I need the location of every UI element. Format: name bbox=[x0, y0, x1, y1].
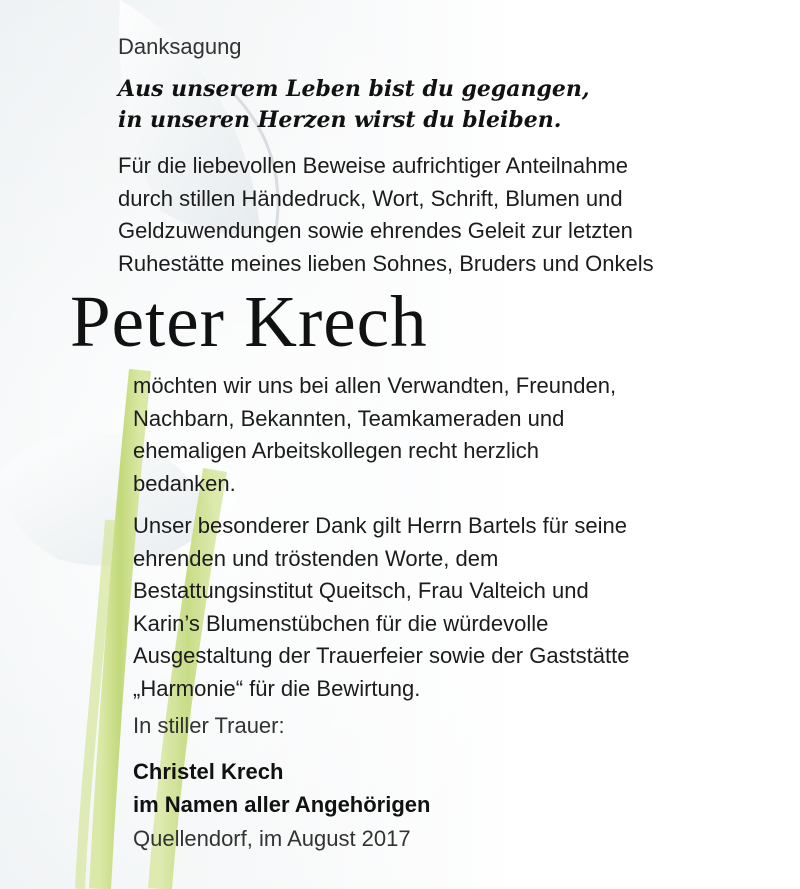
deceased-name: Peter Krech bbox=[70, 281, 428, 362]
paragraph-line: Unser besonderer Dank gilt Herrn Bartels für seine bbox=[133, 513, 628, 538]
place-date: Quellendorf, im August 2017 bbox=[133, 826, 411, 851]
paragraph-line: Nachbarn, Bekannten, Teamkameraden und bbox=[133, 405, 565, 431]
paragraph-line: durch stillen Händedruck, Wort, Schrift, Blumen und bbox=[118, 185, 623, 211]
paragraph-line: Für die liebevollen Beweise aufrichtiger Anteilnahme bbox=[118, 153, 628, 178]
heading-danksagung: Danksagung bbox=[118, 34, 242, 59]
paragraph-line: bedanken. bbox=[133, 470, 236, 496]
paragraph-line: Ruhestätte meines lieben Sohnes, Bruders und Onkels bbox=[118, 250, 654, 276]
signature bbox=[133, 755, 430, 821]
paragraph-line: möchten wir uns bei allen Verwandten, Freunden, bbox=[133, 373, 617, 398]
paragraph-line: Karin’s Blumenstübchen für die würdevolle bbox=[133, 610, 549, 636]
paragraph-line: Bestattungsinstitut Queitsch, Frau Valteich und bbox=[133, 578, 589, 603]
paragraph-line: ehrenden und tröstenden Worte, dem bbox=[133, 545, 499, 571]
motto-verse bbox=[118, 74, 590, 136]
signature-name: Christel Krech bbox=[133, 759, 284, 784]
thanks-paragraph bbox=[133, 370, 616, 500]
intro-paragraph bbox=[118, 150, 654, 280]
mourning-label: In stiller Trauer: bbox=[133, 713, 285, 738]
paragraph-line: „Harmonie“ für die Bewirtung. bbox=[133, 675, 421, 701]
paragraph-line: Geldzuwendungen sowie ehrendes Geleit zur letzten bbox=[118, 218, 633, 243]
paragraph-line: ehemaligen Arbeitskollegen recht herzlich bbox=[133, 438, 540, 463]
special-thanks-paragraph bbox=[133, 510, 629, 705]
signature-family: im Namen aller Angehörigen bbox=[133, 792, 431, 817]
paragraph-line: Ausgestaltung der Trauerfeier sowie der Gaststätte bbox=[133, 643, 630, 668]
motto-line: Aus unserem Leben bist du gegangen, bbox=[118, 76, 590, 102]
motto-line: in unseren Herzen wirst du bleiben. bbox=[118, 107, 562, 133]
